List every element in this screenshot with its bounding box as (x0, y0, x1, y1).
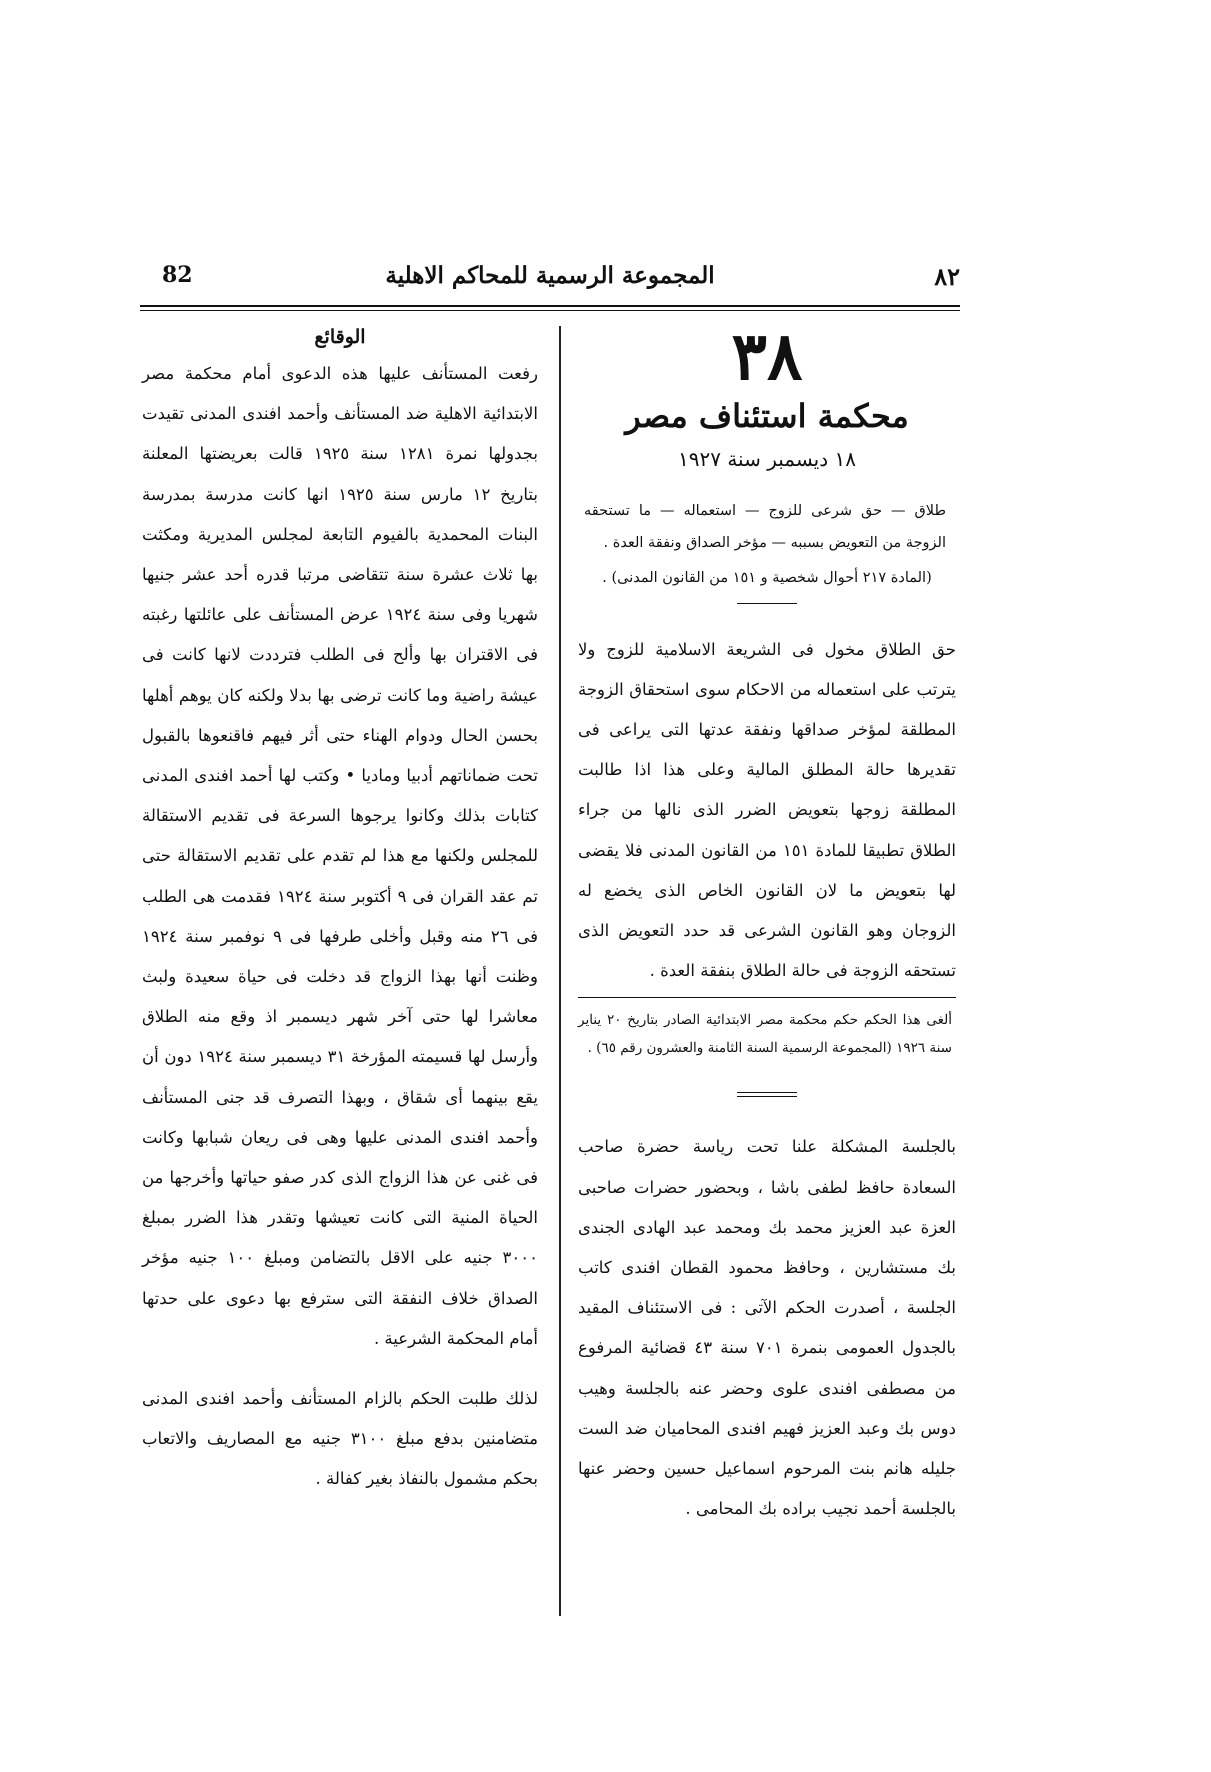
running-title: المجموعة الرسمية للمحاكم الاهلية (385, 262, 715, 289)
legal-principle: حق الطلاق مخول فى الشريعة الاسلامية للزوج ولا يترتب على استعماله من الاحكام سوى استحقاق الزوجة المطلقة لمؤخر صداقها ونفقة عدتها التى يراعى فى تقديرها حالة المطلق المالية وعلى هذا اذا طالبت المطلقة زوجها بتعويض الضرر الذى نالها من جراء الطلاق تطبيقا للمادة ١٥١ من القانون المدنى فلا يقضى لها بتعويض ما لان القانون الخاص الذى يخضع له الزوجان وهو القانون الشرعى قد حدد التعويض الذى تستحقه الزوجة فى حالة الطلاق بنفقة العدة . (578, 639, 956, 981)
facts-heading: الوقائع (314, 326, 366, 348)
facts-paragraph: رفعت المستأنف عليها هذه الدعوى أمام محكمة مصر الابتدائية الاهلية ضد المستأنف وأحمد افندى المدنى تقيدت بجدولها نمرة ١٢٨١ سنة ١٩٢٥ قالت بعريضتها المعلنة بتاريخ ١٢ مارس سنة ١٩٢٥ انها كانت مدرسة بمدرسة البنات المحمدية بالفيوم التابعة لمجلس المديرية ومكثت بها ثلاث عشرة سنة تتقاضى مرتبا قدره أحد عشر جنيها شهريا وفى سنة ١٩٢٤ عرض المستأنف على عائلتها رغبته فى الاقتران بها وألح فى الطلب فترددت لانها كانت فى عيشة راضية وما كانت ترضى بها بدلا ولكنه كان يوهم أهلها بحسن الحال ودوام الهناء حتى أثر فيهم فاقنعوها بالقبول تحت ضماناتهم أدبيا وماديا • وكتب لها أحمد افندى المدنى كتابات بذلك وكانوا يرجوها السرعة فى تقديم الاستقالة للمجلس ولكنها مع هذا لم تقدم على تقديم الاستقالة حتى تم عقد القران فى ٩ أكتوبر سنة ١٩٢٤ فقدمت هى الطلب فى ٢٦ منه وقبل وأخلى طرفها فى ٩ نوفمبر سنة ١٩٢٤ وظنت أنها بهذا الزواج قد دخلت فى حياة سعيدة ولبث معاشرا لها حتى آخر شهر ديسمبر اذ وقع منه الطلاق وأرسل لها قسيمته المؤرخة ٣١ ديسمبر سنة ١٩٢٤ دون أن يقع بينهما أى شقاق ، وبهذا التصرف قد جنى المستأنف وأحمد افندى المدنى عليها وهى فى ريعان شبابها وكانت فى غنى عن هذا الزواج الذى كدر صفو حياتها وأخرجها من الحياة المنية التى كانت تعيشها وتقدر هذا الضرر بمبلغ ٣٠٠٠ جنيه على الاقل بالتضامن ومبلغ ١٠٠ جنيه مؤخر الصداق خلاف النفقة التى سترفع بها دعوى على حدتها أمام المحكمة الشرعية . (142, 364, 539, 1348)
case-summary: طلاق — حق شرعى للزوج — استعماله — ما تستحقه الزوجة من التعويض بسببه — مؤخر الصداق ونفقة العدة . (584, 502, 946, 551)
page-header (140, 262, 960, 298)
ruling-date: ١٨ ديسمبر سنة ١٩٢٧ (678, 446, 856, 471)
court-name: محكمة استئناف مصر (625, 396, 909, 435)
section-rule (737, 603, 797, 604)
session-paragraph: بالجلسة المشكلة علنا تحت رياسة حضرة صاحب السعادة حافظ لطفى باشا ، وبحضور حضرات صاحبى العزة عبد العزيز محمد بك ومحمد عبد الهادى الجندى بك مستشارين ، وحافظ محمود القطان افندى كاتب الجلسة ، أصدرت الحكم الآتى : فى الاستئناف المقيد بالجدول العمومى بنمرة ٧٠١ سنة ٤٣ قضائية المرفوع من مصطفى افندى علوى وحضر عنه بالجلسة وهيب دوس بك وعبد العزيز فهيم افندى المحاميان ضد الست جليله هانم بنت المرحوم اسماعيل حسين وحضر عنها بالجلسة أحمد نجيب براده بك المحامى . (578, 1137, 957, 1519)
article-reference: (المادة ٢١٧ أحوال شخصية و ١٥١ من القانون المدنى) . (602, 569, 932, 586)
case-number: ٣٨ (731, 317, 803, 395)
left-column (142, 320, 538, 1500)
column-divider (559, 326, 561, 1616)
footnote-rule (578, 997, 956, 998)
header-rule (140, 305, 960, 311)
footnote: ألغى هذا الحكم حكم محكمة مصر الابتدائية الصادر بتاريخ ٢٠ يناير سنة ١٩٢٦ (المجموعة الرسمية السنة الثامنة والعشرون رقم ٦٥) . (578, 1012, 952, 1057)
double-rule (737, 1092, 797, 1097)
request-paragraph: لذلك طلبت الحكم بالزام المستأنف وأحمد افندى المدنى متضامنين بدفع مبلغ ٣١٠٠ جنيه مع المصاريف والاتعاب بحكم مشمول بالنفاذ بغير كفالة . (142, 1389, 538, 1489)
right-column (578, 317, 957, 1529)
page-number-arabic: ٨٢ (934, 262, 960, 291)
page-number-latin: 82 (162, 262, 193, 288)
